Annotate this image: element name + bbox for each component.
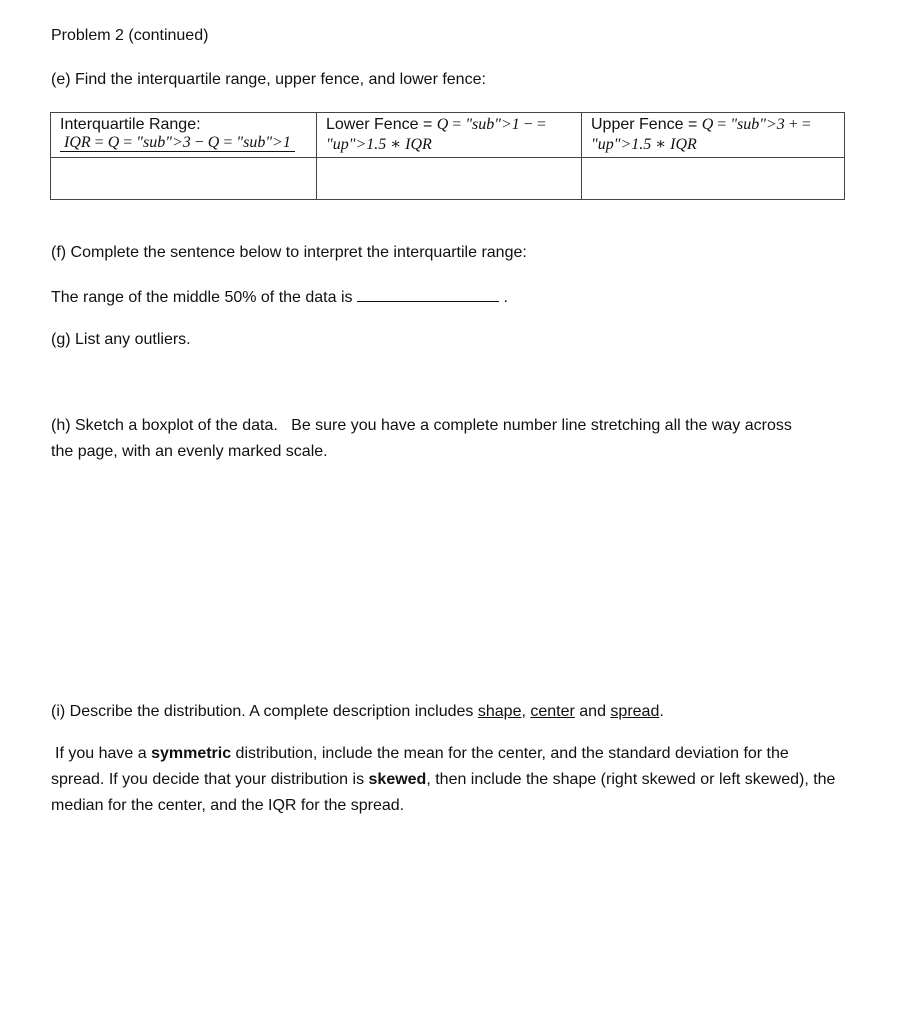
iqr-header-cell xyxy=(51,113,317,158)
part-i-para-1: If you have a xyxy=(55,745,152,762)
iqr-formula: IQR = Q = "sub">3 − Q = "sub">1 xyxy=(60,134,307,152)
word-shape: shape xyxy=(477,703,522,720)
part-g-prompt: (g) List any outliers. xyxy=(51,331,191,348)
part-h-line-2: the page, with an evenly marked scale. xyxy=(51,443,328,460)
upper-fence-answer-cell[interactable] xyxy=(582,158,845,200)
iqr-answer-cell[interactable] xyxy=(51,158,317,200)
part-i-para-2: distribution, include the mean for the center, and the standard deviation for the spread. If you decide that your distribution is xyxy=(51,745,789,788)
iqr-formula-rhs: Q = "sub">3 − Q = "sub">1 xyxy=(107,134,291,151)
part-f-sentence: The range of the middle 50% of the data is xyxy=(51,289,353,306)
fence-table-header-row xyxy=(51,113,845,158)
part-i-sep-2: and xyxy=(574,703,611,720)
lower-fence-answer-cell[interactable] xyxy=(317,158,582,200)
upper-fence-header-cell xyxy=(582,113,845,158)
word-spread: spread xyxy=(610,703,660,720)
part-f-prompt: (f) Complete the sentence below to interpret the interquartile range: xyxy=(51,244,527,261)
lower-fence-header-cell xyxy=(317,113,582,158)
part-i-sep-1: , xyxy=(521,703,531,720)
iqr-formula-lhs: IQR xyxy=(64,134,91,151)
part-i-prompt-end: . xyxy=(659,703,664,720)
part-e-prompt: (e) Find the interquartile range, upper fence, and lower fence: xyxy=(51,71,486,88)
lower-fence-formula: Q = "sub">1 − = "up">1.5 ∗ IQR xyxy=(326,116,546,153)
bold-symmetric: symmetric xyxy=(151,745,232,762)
fence-table-answer-row xyxy=(51,158,845,200)
upper-fence-label: Upper Fence = xyxy=(591,116,702,133)
part-i-prompt xyxy=(51,703,664,721)
bold-skewed: skewed xyxy=(368,771,427,788)
part-i-prompt-start: (i) Describe the distribution. A complete description includes xyxy=(51,703,478,720)
answer-blank[interactable] xyxy=(357,287,499,302)
part-f-sentence-end: . xyxy=(503,289,508,306)
part-h-line-1: (h) Sketch a boxplot of the data. Be sure you have a complete number line stretching all the way across xyxy=(51,417,792,434)
page-heading: Problem 2 (continued) xyxy=(51,27,209,44)
part-i-instructions xyxy=(51,741,841,819)
part-f-sentence-line xyxy=(51,287,508,307)
iqr-label: Interquartile Range: xyxy=(60,116,201,133)
part-i-para-3: , then include the shape (right skewed or left skewed), the median for the center, and the IQR for the spread. xyxy=(51,771,836,814)
fence-table xyxy=(50,112,845,200)
part-h-prompt xyxy=(51,413,851,465)
word-center: center xyxy=(530,703,575,720)
lower-fence-label: Lower Fence = xyxy=(326,116,437,133)
upper-fence-formula: Q = "sub">3 + = "up">1.5 ∗ IQR xyxy=(591,116,811,153)
